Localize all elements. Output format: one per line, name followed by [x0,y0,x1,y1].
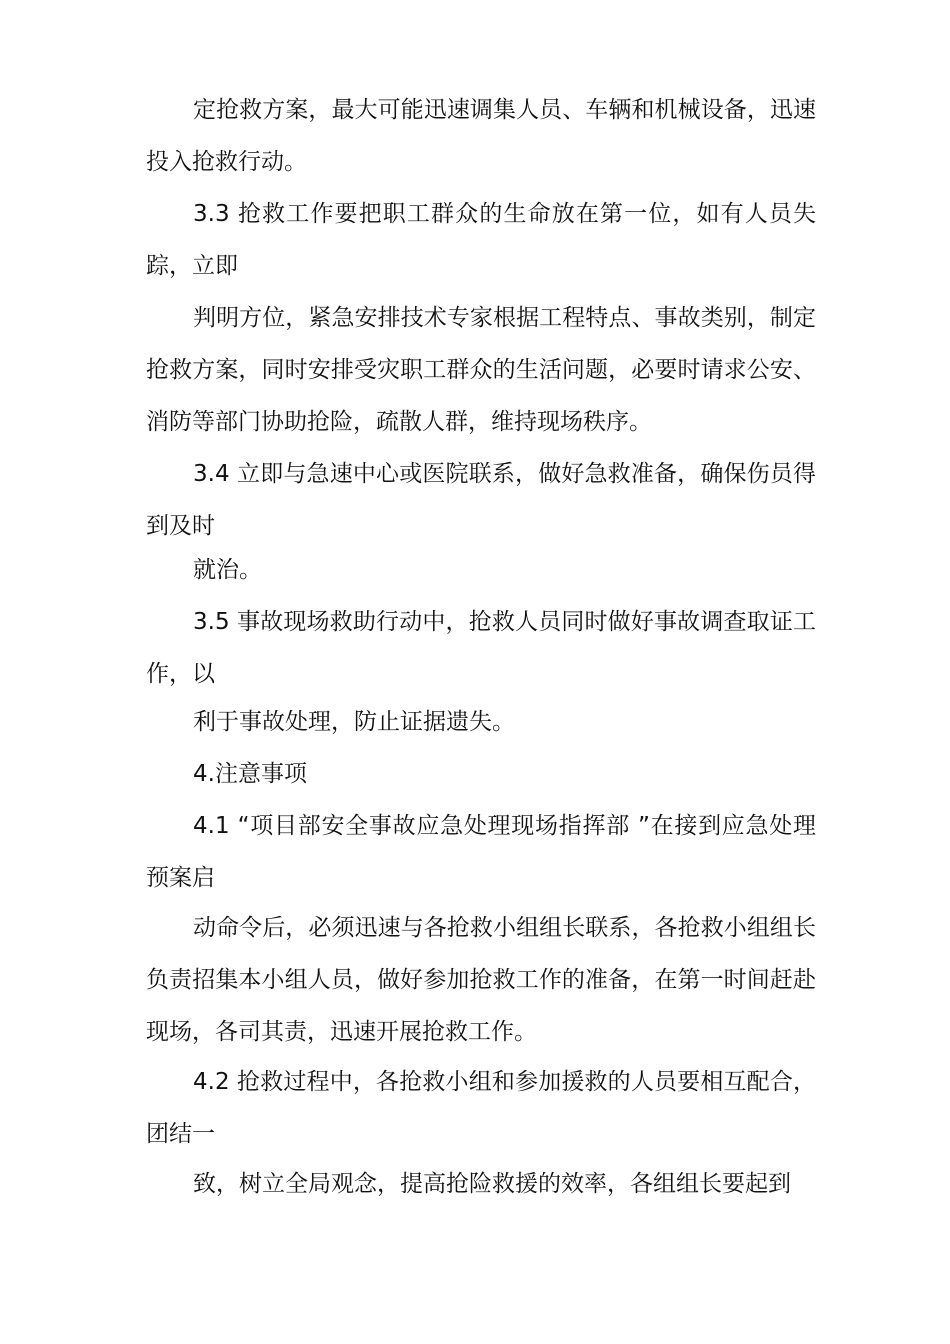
paragraph: 利于事故处理，防止证据遗失。 [193,709,515,735]
paragraph: 致，树立全局观念，提高抢险救援的效率，各组组长要起到 [193,1171,791,1197]
section-4-heading: 4.注意事项 [193,761,307,787]
paragraph: 就治。 [193,557,262,583]
section-3-4-paragraph: 3.4 立即与急速中心或医院联系，做好急救准备，确保伤员得到及时 [146,461,816,539]
paragraph: 判明方位，紧急安排技术专家根据工程特点、事故类别，制定抢救方案，同时安排受灾职工群众的生活问题，必要时请求公安、消防等部门协助抢险，疏散人群，维持现场秩序。 [146,305,816,435]
section-3-3-paragraph: 3.3 抢救工作要把职工群众的生命放在第一位，如有人员失踪，立即 [146,201,816,279]
paragraph: 定抢救方案，最大可能迅速调集人员、车辆和机械设备，迅速投入抢救行动。 [146,97,816,175]
section-4-1-paragraph: 4.1 “项目部安全事故应急处理现场指挥部 ”在接到应急处理预案启 [146,813,816,891]
section-3-5-paragraph: 3.5 事故现场救助行动中，抢救人员同时做好事故调查取证工作，以 [146,609,816,687]
section-4-2-paragraph: 4.2 抢救过程中，各抢救小组和参加援救的人员要相互配合，团结一 [146,1069,816,1147]
paragraph: 动命令后，必须迅速与各抢救小组组长联系，各抢救小组组长负责招集本小组人员，做好参加抢救工作的准备，在第一时间赶赴现场，各司其责，迅速开展抢救工作。 [146,915,816,1045]
